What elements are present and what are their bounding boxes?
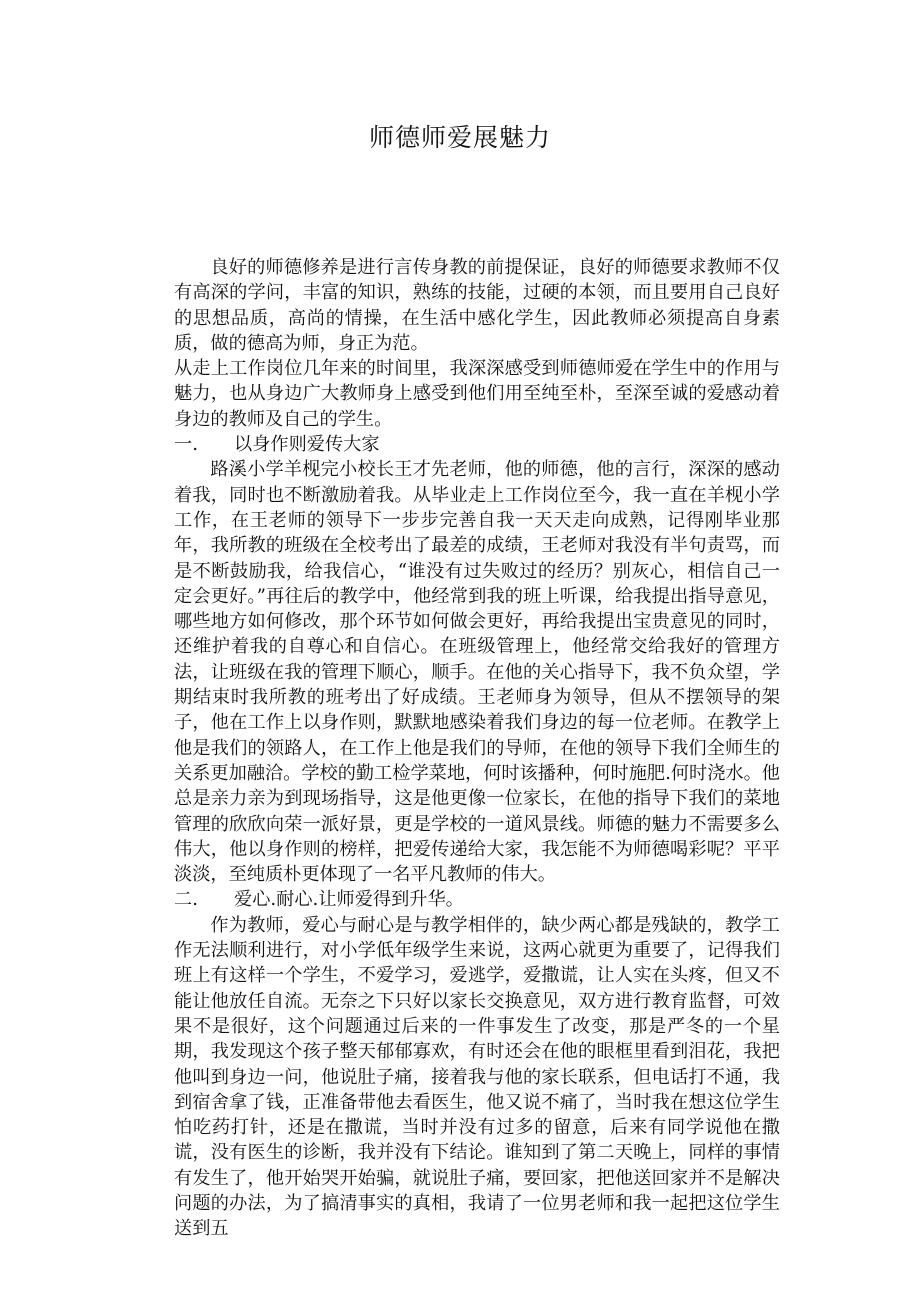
document-title: 师德师爱展魅力 bbox=[368, 123, 551, 152]
section-number-1: 一. bbox=[174, 434, 198, 456]
paragraph-experience: 从走上工作岗位几年来的时间里，我深深感受到师德师爱在学生中的作用与魅力，也从身边广大教师身上感受到他们用至纯至朴，至深至诚的爱感动着身边的教师及自己的学生。 bbox=[174, 358, 780, 430]
paragraph-section-1: 路溪小学羊枧完小校长王才先老师，他的师德，他的言行，深深的感动着我，同时也不断激励着我。从毕业走上工作岗位至今，我一直在羊枧小学工作，在王老师的领导下一步步完善自我一天天走向成熟，记得刚毕业那年，我所教的班级在全校考出了最差的成绩，王老师对我没有半句责骂，而是不断鼓励我，给我信心，“谁没有过失败过的经历？别灰心，相信自己一定会更好。”再往后的教学中，他经常到我的班上听课，给我提出指导意见，哪些地方如何修改，那个环节如何做会更好，再给我提出宝贵意见的同时，还维护着我的自尊心和自信心。在班级管理上，他经常交给我好的管理方法，让班级在我的管理下顺心，顺手。在他的关心指导下，我不负众望，学期结束时我所教的班考出了好成绩。王老师身为领导，但从不摆领导的架子，他在工作上以身作则，默默地感染着我们身边的每一位老师。在教学上他是我们的领路人，在工作上他是我们的导师，在他的领导下我们全师生的关系更加融洽。学校的勤工检学菜地，何时该播种，何时施肥.何时浇水。他总是亲力亲为到现场指导，这是他更像一位家长，在他的指导下我们的菜地管理的欣欣向荣一派好景，更是学校的一道风景线。师德的魅力不需要多么伟大，他以身作则的榜样，把爱传递给大家，我怎能不为师德喝彩呢？平平淡淡，至纯质朴更体现了一名平凡教师的伟大。 bbox=[174, 459, 780, 886]
paragraph-intro: 良好的师德修养是进行言传身教的前提保证，良好的师德要求教师不仅有高深的学问，丰富的知识，熟练的技能，过硬的本领，而且要用自己良好的思想品质，高尚的情操，在生活中感化学生，因此教师必须提高自身素质，做的德高为师，身正为范。 bbox=[174, 257, 780, 354]
section-title-1: 以身作则爱传大家 bbox=[234, 434, 380, 456]
document-body bbox=[174, 255, 780, 1242]
paragraph-section-2: 作为教师，爱心与耐心是与教学相伴的，缺少两心都是残缺的，教学工作无法顺利进行，对小学低年级学生来说，这两心就更为重要了，记得我们班上有这样一个学生，不爱学习，爱逃学，爱撒谎，让人实在头疼，但又不能让他放任自流。无奈之下只好以家长交换意见，双方进行教育监督，可效果不是很好，这个问题通过后来的一件事发生了改变，那是严冬的一个星期，我发现这个孩子整天郁郁寡欢，有时还会在他的眼框里看到泪花，我把他叫到身边一问，他说肚子痛，接着我与他的家长联系，但电话打不通，我到宿舍拿了钱，正准备带他去看医生，他又说不痛了，当时我在想这位学生怕吃药打针，还是在撒谎，当时并没有过多的留意，后来有同学说他在撒谎，没有医生的诊断，我并没有下结论。谁知到了第二天晚上，同样的事情有发生了，他开始哭开始骗，就说肚子痛，要回家，把他送回家并不是解决问题的办法，为了搞清事实的真相，我请了一位男老师和我一起把这位学生送到五 bbox=[174, 914, 780, 1240]
section-number-2: 二. bbox=[174, 889, 198, 911]
section-heading-2 bbox=[174, 887, 780, 912]
section-heading-1 bbox=[174, 432, 780, 457]
section-title-2: 爱心.耐心.让师爱得到升华。 bbox=[234, 889, 464, 911]
